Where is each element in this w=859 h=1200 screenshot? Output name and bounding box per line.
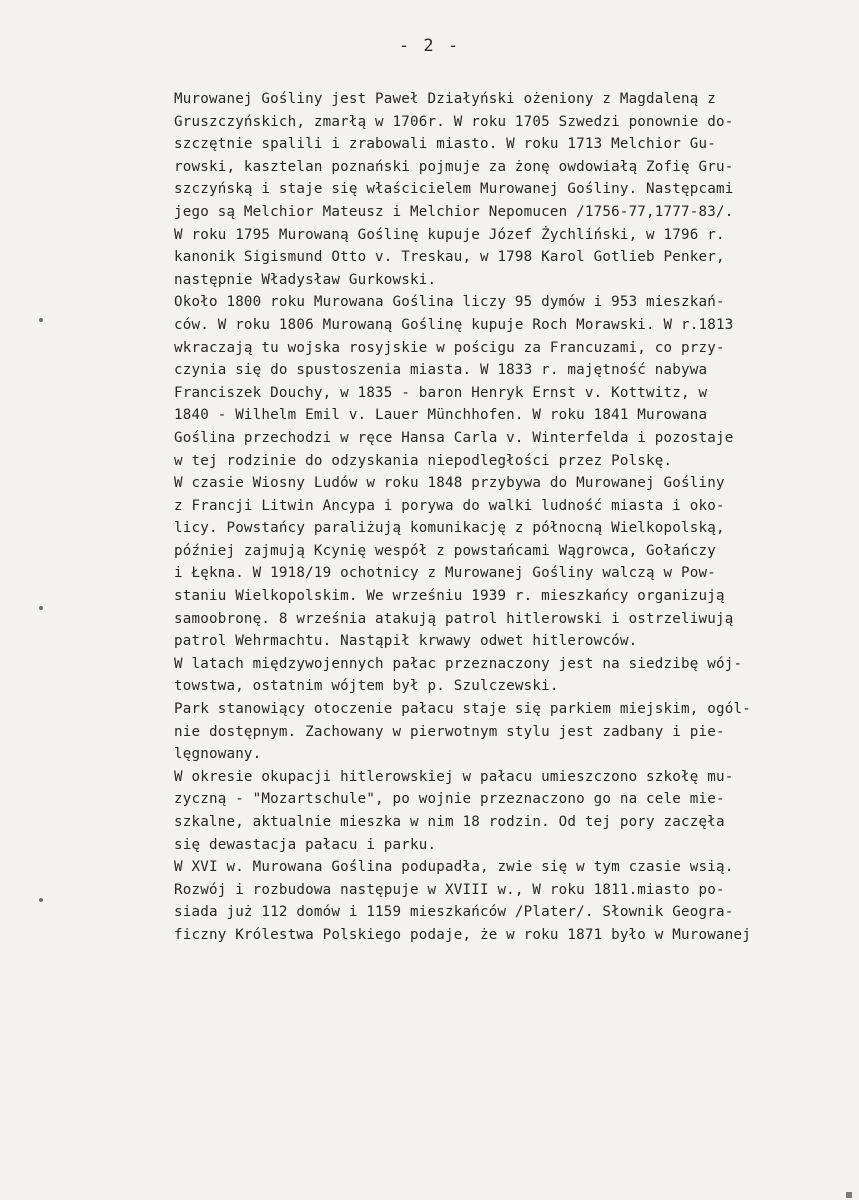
- text-line: w tej rodzinie do odzyskania niepodległości przez Polskę.: [174, 452, 673, 469]
- text-line: W XVI w. Murowana Goślina podupadła, zwie się w tym czasie wsią.: [174, 859, 734, 876]
- text-line: jego są Melchior Mateusz i Melchior Nepomucen /1756-77,1777-83/.: [174, 203, 734, 220]
- text-line: nie dostępnym. Zachowany w pierwotnym stylu jest zadbany i pie-: [174, 723, 725, 740]
- text-line: czynia się do spustoszenia miasta. W 1833 r. majętność nabywa: [174, 362, 708, 379]
- text-line: siada już 112 domów i 1159 mieszkańców /Plater/. Słownik Geogra-: [174, 904, 734, 921]
- text-line: Goślina przechodzi w ręce Hansa Carla v. Winterfelda i pozostaje: [174, 429, 734, 446]
- text-line: staniu Wielkopolskim. We wrześniu 1939 r. mieszkańcy organizują: [174, 588, 725, 605]
- text-line: W roku 1795 Murowaną Goślinę kupuje Józef Żychliński, w 1796 r.: [174, 226, 725, 243]
- text-line: się dewastacja pałacu i parku.: [174, 836, 437, 853]
- text-line: W czasie Wiosny Ludów w roku 1848 przybywa do Murowanej Gośliny: [174, 475, 725, 492]
- text-line: Park stanowiący otoczenie pałacu staje się parkiem miejskim, ogól-: [174, 701, 751, 718]
- page-number: - 2 -: [398, 36, 461, 56]
- text-line: zyczną - "Mozartschule", po wojnie przeznaczono go na cele mie-: [174, 791, 725, 808]
- text-line: Około 1800 roku Murowana Goślina liczy 95 dymów i 953 mieszkań-: [174, 294, 725, 311]
- text-line: ficzny Królestwa Polskiego podaje, że w roku 1871 było w Murowanej: [174, 926, 751, 943]
- text-line: następnie Władysław Gurkowski.: [174, 271, 437, 288]
- corner-mark: [846, 1192, 852, 1198]
- punch-hole-mark: [39, 898, 43, 902]
- text-line: 1840 - Wilhelm Emil v. Lauer Münchhofen. W roku 1841 Murowana: [174, 407, 708, 424]
- text-line: rowski, kasztelan poznański pojmuje za żonę owdowiałą Zofię Gru-: [174, 158, 734, 175]
- text-line: z Francji Litwin Ancypa i porywa do walki ludność miasta i oko-: [174, 497, 725, 514]
- text-line: szkalne, aktualnie mieszka w nim 18 rodzin. Od tej pory zaczęła: [174, 814, 725, 830]
- text-line: W okresie okupacji hitlerowskiej w pałacu umieszczono szkołę mu-: [174, 768, 734, 785]
- text-line: wkraczają tu wojska rosyjskie w pościgu za Francuzami, co przy-: [174, 339, 725, 356]
- typed-text-body: [174, 88, 834, 947]
- text-line: towstwa, ostatnim wójtem był p. Szulczewski.: [174, 678, 559, 695]
- text-line: samoobronę. 8 września atakują patrol hitlerowski i ostrzeliwują: [174, 610, 734, 627]
- text-line: lęgnowany.: [174, 746, 262, 763]
- text-line: Rozwój i rozbudowa następuje w XVIII w., W roku 1811.miasto po-: [174, 881, 725, 898]
- text-line: później zajmują Kcynię wespół z powstańcami Wągrowca, Gołańczy: [174, 542, 716, 559]
- text-line: W latach międzywojennych pałac przeznaczony jest na siedzibę wój-: [174, 655, 743, 672]
- text-line: i Łękna. W 1918/19 ochotnicy z Murowanej Gośliny walczą w Pow-: [174, 565, 716, 582]
- text-line: licy. Powstańcy paraliżują komunikację z północną Wielkopolską,: [174, 520, 725, 537]
- text-line: ców. W roku 1806 Murowaną Goślinę kupuje Roch Morawski. W r.1813: [174, 316, 734, 333]
- punch-hole-mark: [39, 318, 43, 322]
- text-line: kanonik Sigismund Otto v. Treskau, w 1798 Karol Gotlieb Penker,: [174, 249, 725, 266]
- punch-hole-mark: [39, 606, 43, 610]
- text-line: Murowanej Gośliny jest Paweł Działyński ożeniony z Magdaleną z: [174, 91, 716, 107]
- text-line: patrol Wehrmachtu. Nastąpił krwawy odwet hitlerowców.: [174, 633, 638, 650]
- text-line: Franciszek Douchy, w 1835 - baron Henryk Ernst v. Kottwitz, w: [174, 384, 708, 401]
- text-line: szczętnie spalili i zrabowali miasto. W roku 1713 Melchior Gu-: [174, 136, 716, 153]
- text-line: szczyńską i staje się właścicielem Murowanej Gośliny. Następcami: [174, 181, 734, 198]
- text-line: Gruszczyńskich, zmarłą w 1706r. W roku 1705 Szwedzi ponownie do-: [174, 113, 734, 130]
